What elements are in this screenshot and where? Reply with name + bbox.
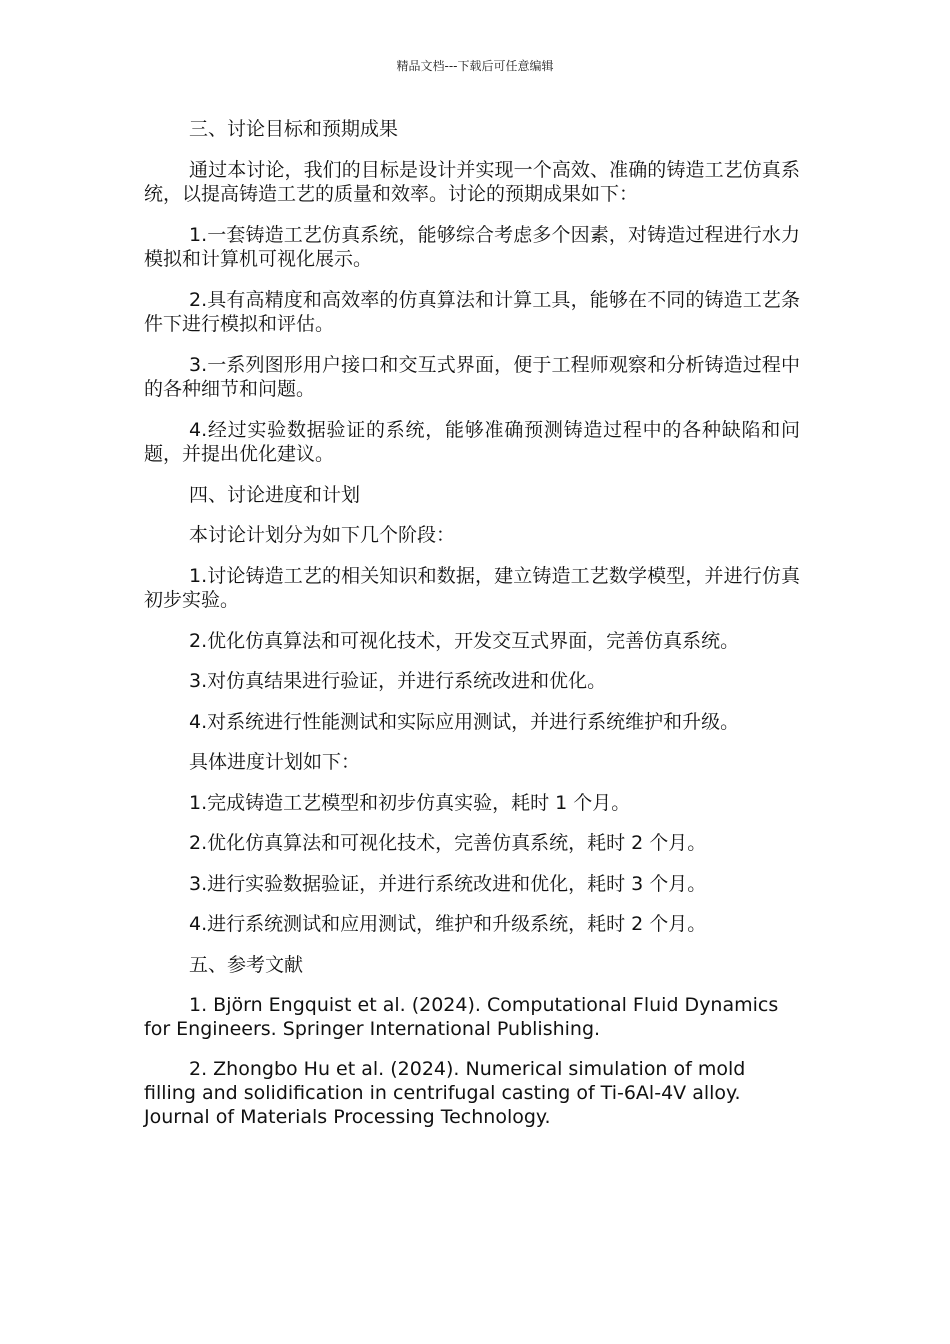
- list-item-stage-3: 3.对仿真结果进行验证，并进行系统改进和优化。: [189, 670, 607, 692]
- reference-item-2: 2. Zhongbo Hu et al. (2024). Numerical simulation of mold filling and solidification in centrifugal casting of Ti-6Al-4V alloy. Journal of Materials Processing Technology.: [144, 1058, 746, 1128]
- document-body: [144, 117, 800, 1145]
- paragraph-goals-intro: 通过本讨论，我们的目标是设计并实现一个高效、准确的铸造工艺仿真系统，以提高铸造工艺的质量和效率。讨论的预期成果如下：: [144, 158, 800, 205]
- list-item-outcome-4: 4.经过实验数据验证的系统，能够准确预测铸造过程中的各种缺陷和问题，并提出优化建议。: [144, 418, 800, 465]
- section-heading-schedule: 四、讨论进度和计划: [189, 483, 361, 506]
- reference-item-1: 1. Björn Engquist et al. (2024). Computational Fluid Dynamics for Engineers. Springer International Publishing.: [144, 994, 779, 1040]
- paragraph-schedule-intro: 本讨论计划分为如下几个阶段：: [189, 524, 456, 546]
- section-heading-references: 五、参考文献: [189, 953, 304, 976]
- section-heading-goals: 三、讨论目标和预期成果: [189, 118, 399, 140]
- list-item-schedule-3: 3.进行实验数据验证，并进行系统改进和优化，耗时 3 个月。: [189, 872, 707, 895]
- list-item-stage-4: 4.对系统进行性能测试和实际应用测试，并进行系统维护和升级。: [189, 710, 740, 733]
- list-item-schedule-1: 1.完成铸造工艺模型和初步仿真实验，耗时 1 个月。: [189, 791, 631, 814]
- paragraph-schedule-detail-intro: 具体进度计划如下：: [189, 751, 361, 773]
- list-item-outcome-1: 1.一套铸造工艺仿真系统，能够综合考虑多个因素，对铸造过程进行水力模拟和计算机可视化展示。: [144, 223, 800, 270]
- list-item-schedule-2: 2.优化仿真算法和可视化技术，完善仿真系统，耗时 2 个月。: [189, 832, 707, 854]
- list-item-outcome-3: 3.一系列图形用户接口和交互式界面，便于工程师观察和分析铸造过程中的各种细节和问题。: [144, 353, 800, 400]
- list-item-outcome-2: 2.具有高精度和高效率的仿真算法和计算工具，能够在不同的铸造工艺条件下进行模拟和评估。: [144, 288, 800, 335]
- list-item-stage-1: 1.讨论铸造工艺的相关知识和数据，建立铸造工艺数学模型，并进行仿真初步实验。: [144, 564, 800, 611]
- list-item-stage-2: 2.优化仿真算法和可视化技术，开发交互式界面，完善仿真系统。: [189, 629, 740, 652]
- page-header: 精品文档---下载后可任意编辑: [396, 59, 554, 73]
- list-item-schedule-4: 4.进行系统测试和应用测试，维护和升级系统，耗时 2 个月。: [189, 913, 707, 935]
